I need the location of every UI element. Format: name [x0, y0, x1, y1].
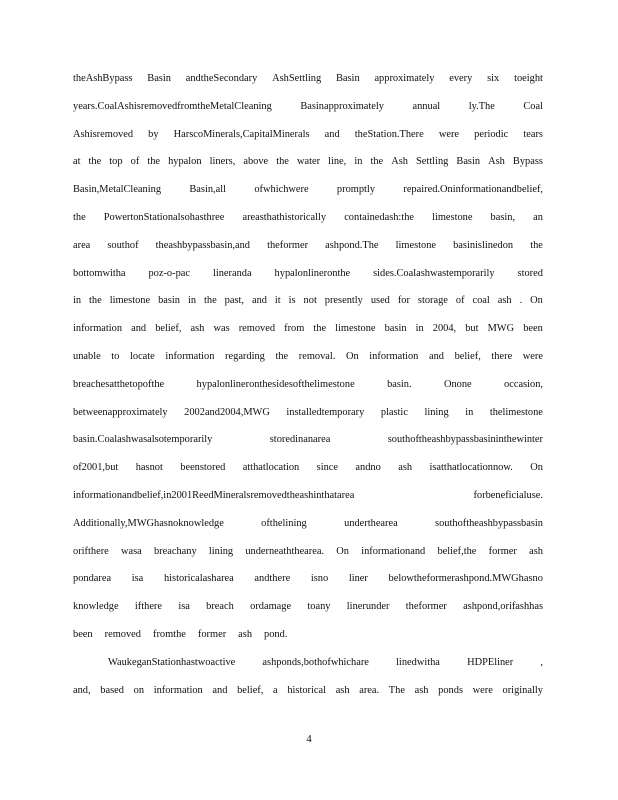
- text-line: bottomwitha poz-o-pac lineranda hypalonlineronthe sides.Coalashwastemporarily stored: [73, 267, 543, 279]
- text-line: Basin,MetalCleaning Basin,all ofwhichwere promptly repaired.Oninformationandbelief,: [73, 184, 543, 196]
- text-line: Ashisremoved by HarscoMinerals,CapitalMinerals and theStation.There were periodic tears: [73, 128, 543, 140]
- text-line: orifthere wasa breachany lining underneaththearea. On informationand belief,the former ash: [73, 545, 543, 557]
- text-line: unable to locate information regarding the removal. On information and belief, there were: [73, 351, 543, 362]
- text-line: and, based on information and belief, a historical ash area. The ash ponds were originally: [73, 684, 543, 696]
- text-line: in the limestone basin in the past, and it is not presently used for storage of coal ash . On: [73, 295, 543, 307]
- text-line: Additionally,MWGhasnoknowledge ofthelining underthearea southoftheashbypassbasin: [73, 517, 543, 529]
- text-line: theAshBypass Basin andtheSecondary AshSettling Basin approximately every six toeight: [73, 73, 543, 84]
- text-line: of2001,but hasnot beenstored atthatlocation since andno ash isatthatlocationnow. On: [73, 462, 543, 474]
- text-line: pondarea isa historicalasharea andthere isno liner belowtheformerashpond.MWGhasno: [73, 573, 543, 585]
- text-line: basin.Coalashwasalsotemporarily storedinanarea southoftheashbypassbasininthewinter: [73, 434, 543, 446]
- text-line: information and belief, ash was removed from the limestone basin in 2004, but MWG been: [73, 323, 543, 335]
- text-line: knowledge ifthere isa breach ordamage toany linerunder theformer ashpond,orifashhas: [73, 601, 543, 613]
- text-line: area southof theashbypassbasin,and theformer ashpond.The limestone basinislinedon the: [73, 239, 543, 251]
- text-line: at the top of the hypalon liners, above the water line, in the Ash Settling Basin Ash Bypass: [73, 156, 543, 168]
- text-line: betweenapproximately 2002and2004,MWG installedtemporary plastic lining in thelimestone: [73, 406, 543, 418]
- text-line: been removed fromthe former ash pond.: [73, 629, 288, 640]
- text-line: years.CoalAshisremovedfromtheMetalCleaning Basinapproximately annual ly.The Coal: [73, 100, 543, 112]
- text-line: the PowertonStationalsohasthree areasthathistorically containedash:the limestone basin, an: [73, 212, 543, 223]
- page-number: 4: [306, 733, 312, 745]
- text-line: breachesatthetopofthe hypalonlineronthesidesofthelimestone basin. Onone occasion,: [73, 378, 543, 390]
- text-line: informationandbelief,in2001ReedMineralsremovedtheashinthatarea forbeneficialuse.: [73, 490, 543, 501]
- text-line: WaukeganStationhastwoactive ashponds,bothofwhichare linedwitha HDPEliner ,: [108, 656, 543, 668]
